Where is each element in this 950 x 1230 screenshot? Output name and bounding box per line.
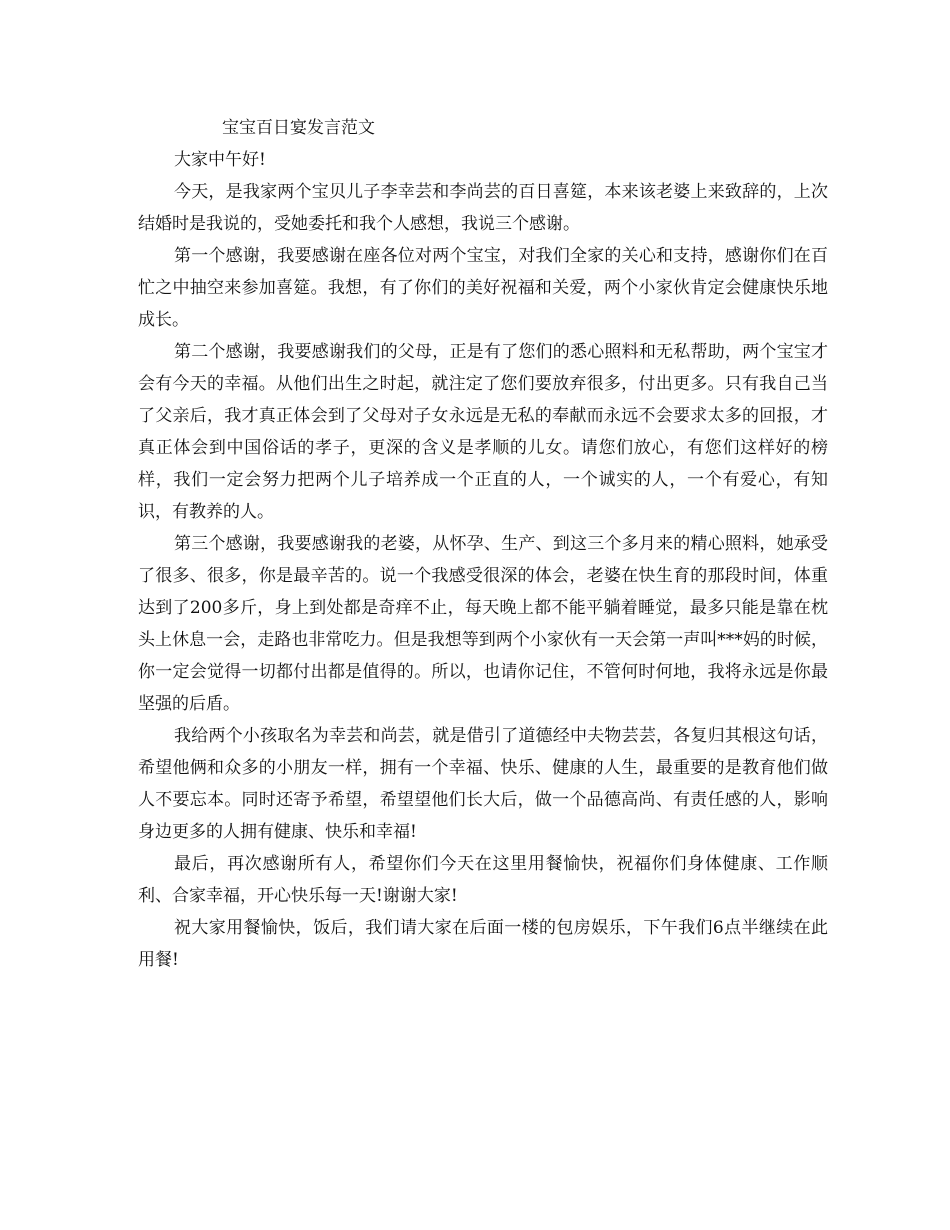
- paragraph-4: 第三个感谢，我要感谢我的老婆，从怀孕、生产、到这三个多月来的精心照料，她承受了很多、很多，你是最辛苦的。说一个我感受很深的体会，老婆在快生育的那段时间，体重达到了200多斤，身上到处都是奇痒不止，每天晚上都不能平躺着睡觉，最多只能是靠在枕头上休息一会，走路也非常吃力。但是我想等到两个小家伙有一天会第一声叫***妈的时候，你一定会觉得一切都付出都是值得的。所以，也请你记住，不管何时何地，我将永远是你最坚强的后盾。: [138, 534, 828, 714]
- greeting: 大家中午好!: [174, 150, 266, 170]
- paragraph-6: 最后，再次感谢所有人，希望你们今天在这里用餐愉快，祝福你们身体健康、工作顺利、合家幸福，开心快乐每一天!谢谢大家!: [138, 854, 828, 906]
- paragraph-3: 第二个感谢，我要感谢我们的父母，正是有了您们的悉心照料和无私帮助，两个宝宝才会有今天的幸福。从他们出生之时起，就注定了您们要放弃很多，付出更多。只有我自己当了父亲后，我才真正体会到了父母对子女永远是无私的奉献而永远不会要求太多的回报，才真正体会到中国俗话的孝子，更深的含义是孝顺的儿女。请您们放心，有您们这样好的榜样，我们一定会努力把两个儿子培养成一个正直的人，一个诚实的人，一个有爱心，有知识，有教养的人。: [138, 342, 828, 522]
- paragraph-2: 第一个感谢，我要感谢在座各位对两个宝宝，对我们全家的关心和支持，感谢你们在百忙之中抽空来参加喜筵。我想，有了你们的美好祝福和关爱，两个小家伙肯定会健康快乐地成长。: [138, 246, 828, 330]
- paragraph-7: 祝大家用餐愉快，饭后，我们请大家在后面一楼的包房娱乐，下午我们6点半继续在此用餐!: [138, 918, 828, 970]
- paragraph-1: 今天，是我家两个宝贝儿子李幸芸和李尚芸的百日喜筵，本来该老婆上来致辞的，上次结婚时是我说的，受她委托和我个人感想，我说三个感谢。: [138, 182, 828, 234]
- document-title: 宝宝百日宴发言范文: [222, 118, 375, 138]
- paragraph-5: 我给两个小孩取名为幸芸和尚芸，就是借引了道德经中夫物芸芸，各复归其根这句话，希望他俩和众多的小朋友一样，拥有一个幸福、快乐、健康的人生，最重要的是教育他们做人不要忘本。同时还寄予希望，希望望他们长大后，做一个品德高尚、有责任感的人，影响身边更多的人拥有健康、快乐和幸福!: [138, 726, 828, 842]
- document-page: [138, 112, 828, 976]
